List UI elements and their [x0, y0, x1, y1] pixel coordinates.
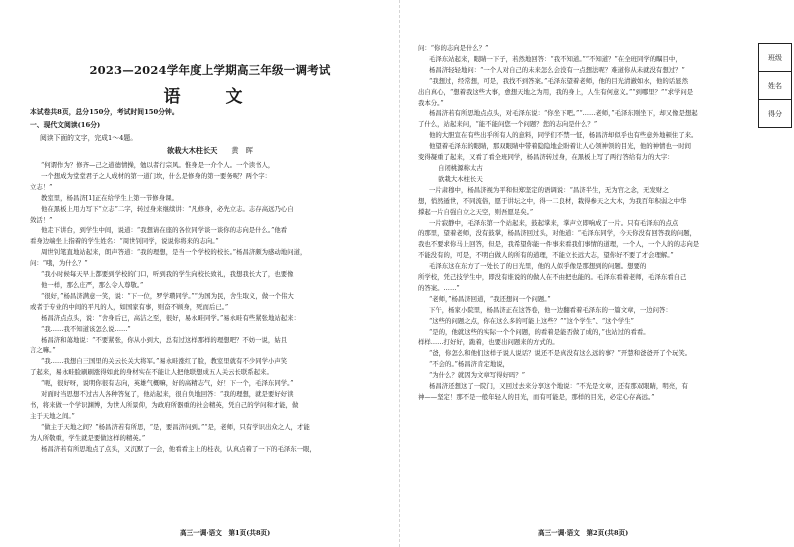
passage-line: 敛活！”: [30, 215, 53, 224]
passage-line: “我……我不知道该怎么说……”: [41, 324, 131, 333]
passage-line: “做主于天地之间？”杨昌济若有所思，“是，要昌济问到。”“是，老师，只有学识出众之人，才能: [41, 422, 310, 431]
passage-line: 神——坚定！那不是一般年轻人的目光，而有可能是，那样的目光，必定心存高远。”: [418, 393, 655, 401]
passage-line: 我也不要求你马上回答，但是，我希望你能一件事来看我们事情的道理，一个人，一个人的的志向是: [418, 240, 700, 249]
passage-line: “我小时候每天早上都要到学校的门口，听到我的学生向校长致礼，我想我长大了，也要像: [41, 270, 294, 279]
passage-line: 样样……打好好，跪着，也要出问题来的方式的。: [418, 338, 559, 347]
passage-line: 自闭桃源称太古: [438, 163, 483, 172]
passage-line: 言之嘛。”: [30, 346, 56, 355]
right-column: [418, 0, 748, 547]
score-box-cell: 班级: [759, 44, 791, 72]
passage-line: 他的大胆宣在有些出乎所有人的意料，同学们不禁一怔，杨昌济却似乎也有些意外地顿住了来。: [429, 131, 698, 140]
passage-line: 看身边端坐上指着的学生姓名：“周世钊同学，说说你将来的志向。”: [30, 237, 219, 246]
passage-line: 问：“你的志向是什么？”: [418, 44, 489, 52]
passage-line: 不能没有的，可是，不明白做人的所有的道理，不能立长远大志，望你好不要了才会理解。”: [418, 251, 674, 260]
passage-line: 对面时当思想不过古人各种答复了，他站起来，很自负地回答：“我的理想，就是要好好读: [41, 390, 294, 399]
passage-line: “我想过，经常想，可是，我找不到答案。”毛泽东望着老师，他的目光清澈如水，他的话显然: [429, 76, 688, 85]
passage-line: 一片肃穆中，杨昌济视为平和但郑坚定的语调说：“昌济半生，无为官之念，无发财之: [429, 185, 669, 194]
passage-title: [30, 146, 390, 156]
passage-line: 或者于专业的中间的平凡的人，如国家有事，则奋不顾身，死而后已。”: [30, 302, 229, 311]
passage-line: “是的，他就这些的实际一个个问题，的看着是能否做了成的，”也站过的看看。: [429, 327, 650, 336]
passage-author: 黄 晖: [231, 146, 253, 155]
passage-line: 杨昌济若有所思地点了点头，又沉默了一会，他看看主上的桂表，认真点着了一下的毛泽东一眼，: [41, 444, 316, 453]
passage-line: 杨昌济和蔼地说：“不要紧张，你从小到大，总有过这样那样的理想吧？不妨一说，姑且: [41, 335, 288, 344]
passage-line: 书，将来做一个学识渊博，为世人所景仰，为政府所器重的社会精英，凭自己的学问和才能，做: [30, 400, 299, 409]
passage-line: 主于天地之间。”: [30, 411, 75, 420]
passage-title-text: 欲栽大木柱长天: [167, 146, 218, 155]
passage-line: 他走下讲台，到学生中间，说道：“我想请在座的各位同学谈一谈你的志向是什么。”他看: [41, 226, 288, 235]
passage-line: “为什么？就因为文章写得好吗？”: [429, 371, 526, 380]
score-box-cell: 得分: [768, 109, 782, 118]
page-footer-right: 高三一调·语文 第2页(共8页): [538, 529, 629, 537]
passage-line: 他望着毛泽东的眼睛，那双眼睛中带着隐隐地企盼着让人心领神领的目光，他的神情也一时间: [429, 142, 692, 151]
passage-line: 他一样，那么庄严，那么令人尊敬。”: [41, 280, 144, 289]
reading-instruction: 阅读下面的文字，完成1～4题。: [40, 134, 138, 142]
passage-line: 变得凝重了起来，又看了看全班同学，杨昌济转过身，在黑板上写了两行答给有力的大字：: [418, 153, 674, 162]
passage-line: 我本分。”: [418, 98, 444, 107]
passage-line: 立志！”: [30, 182, 53, 191]
passage-line: 杨昌济若有所思地点点头，对毛泽东说：“你坐下吧。”“……老师，”毛泽东刚坐下，却又像是想起: [429, 109, 698, 118]
passage-line: “老师，”杨昌济回道，“我还想问一个问题。”: [429, 294, 551, 303]
passage-line: 杨昌济点点头，说：“舍身后已，高洁之至，很好，易永畦同学。”易永畦有些紧张地站起来：: [41, 313, 300, 322]
passage-line: “呃，很好呀，说明你很有志向，英雄气概嘛，好的高精志气，好！下一个，毛泽东同学。”: [41, 379, 294, 388]
passage-line: 撑起一片自强自立之天空，则吾愿足矣。”: [418, 207, 534, 216]
passage-line: 杨昌济还想这了一院门，又回过去来分享这个地说：“不光是文章，还有那双眼睛，明亮，有: [429, 382, 688, 391]
left-column: [30, 0, 390, 547]
passage-line: “我……我想自三国里的关云长关大将军。”易永畦涨红了脸，教室里就有不少同学小声笑: [41, 357, 288, 366]
passage-line: 出自真心，“想着我这些大事，愈想天地之为用，我的身上，人生有何意义。”“到哪里？”“求学问是: [418, 87, 694, 96]
passage-line: 想，悄然遁世，不同流俗，愿于讲坛之中，得一二良材，栽得参天之大木，为我百年积弱之中华: [418, 196, 687, 205]
score-box: [758, 43, 792, 128]
passage-line: 下午，杨家小院里，杨昌济正在这答卷，他一边翻看着毛泽东的一篇文章，一边问答：: [429, 305, 672, 314]
column-divider: [399, 0, 400, 547]
section-heading: 一、现代文阅读(16分): [30, 121, 101, 129]
passage-line: “爸，你怎么和他们这样子说人说话？说还不是真没有这么远的事？”开慧和爸爸开了个玩笑。: [429, 349, 692, 358]
passage-line: 的那里，望着老师，没有鼓掌，杨昌济回过头，对他道：“毛泽东同学，今天你没有回答我的问题，: [418, 229, 697, 238]
passage-line: 了起来，易永畦脸刷刷涨得如此的身材实在不能让人把他联想成五人关云长联系起来。: [30, 368, 273, 377]
passage-line: 了什么，站起来问，“能不能问您一个问题？您的志向是什么？”: [418, 120, 598, 129]
passage-body-left: [30, 160, 386, 454]
passage-line: “何谓作为？修齐—己之道德情操，勉以者行宗风。惟身是一介个人。一个读书人，: [41, 161, 275, 169]
passage-line: 他在黑板上用力写下“立志”二字，转过身来继续讲：“凡修身，必先立志。志存高远乃心自: [41, 204, 294, 213]
passage-line: 所学校，凭己技学生中，即没有谁说的的做人在不由把也能的。毛泽东看着老师，毛泽东看自己: [418, 273, 687, 282]
passage-line: 一片寂静中，毛泽东第一个站起来，鼓起掌来，掌声立即响成了一片。只有毛泽东的点点: [429, 218, 679, 227]
passage-line: 的答案。……”: [418, 283, 460, 292]
passage-line: 问：“哦，为什么？”: [30, 259, 88, 268]
passage-body-right: [418, 43, 748, 403]
passage-line: “不会的。”杨昌济肯定地说，: [429, 360, 510, 369]
passage-line: 周世钊笔直地站起来，朗声答道：“我的理想，是当一个学校的校长。”杨昌济颇为感动地问道，: [41, 248, 307, 257]
score-box-cell: 姓名: [759, 72, 791, 100]
passage-line: “这些的问题之点，你在这么多的可能上这些？”“这个学生”、“这个学生”: [429, 316, 634, 325]
passage-line: 毛泽东站起来，眼睛一下子，若然地回答：“我不知道。”“不知道？”在全班同学的瞩目中，: [429, 54, 682, 63]
exam-notes: 本试卷共8页，总分150分，考试时间150分钟。: [30, 108, 179, 116]
passage-line: 教室里，杨昌济[1]正在给学生上第一节修身课。: [41, 193, 178, 202]
passage-line: 一个想成为堂堂君子之人成材的第一道门坎，什么是修身的第一要务呢？两个字：: [41, 171, 272, 180]
passage-line: 为人所敬重，学生就是要做这样的精英。”: [30, 433, 146, 442]
passage-line: 毛泽东这在东方了一处长了的日光里，他的人似乎像是那想到的问题。想要的: [429, 262, 647, 271]
passage-line: “很好，”杨昌济满意一笑，说：“下一位，罗学瓒同学。”“为国为民，舍生取义，做一个伟大: [41, 291, 294, 300]
exam-title: 2023—2024学年度上学期高三年级一调考试: [89, 63, 331, 77]
passage-line: 杨昌济轻轻地问：“一个人对自己的未来怎么会没有一点想法呢？难道你从未就没有想过？”: [429, 65, 685, 74]
passage-line: 欲栽大木柱长天: [438, 174, 483, 183]
subject-title: 语 文: [163, 87, 257, 107]
page-footer-left: 高三一调·语文 第1页(共8页): [180, 529, 271, 537]
